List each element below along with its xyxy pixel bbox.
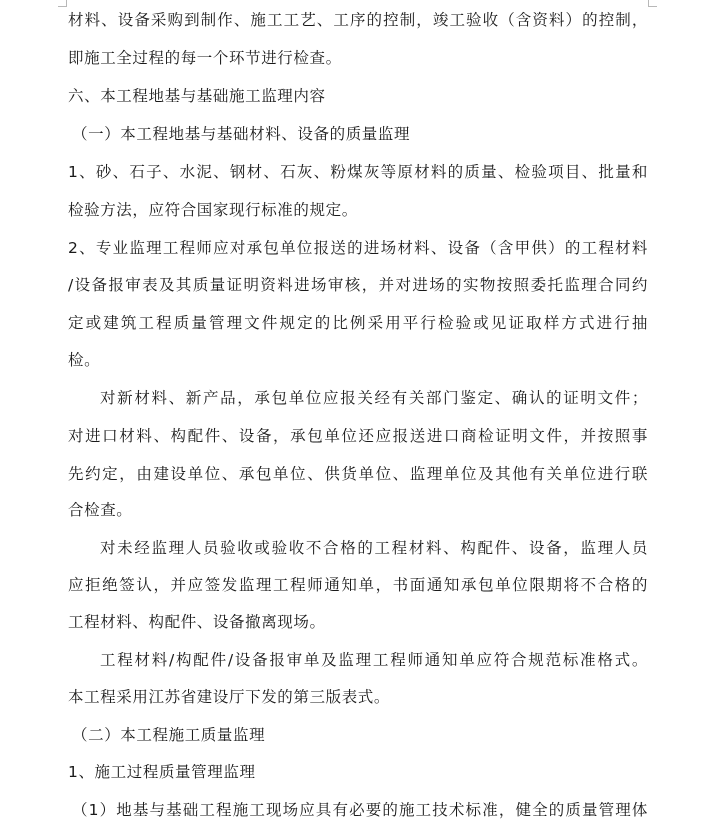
paragraph-line: 1、砂、石子、水泥、钢材、石灰、粉煤灰等原材料的质量、检验项目、批量和 — [68, 163, 648, 181]
paragraph-line: 2、专业监理工程师应对承包单位报送的进场材料、设备（含甲供）的工程材料 — [68, 239, 648, 257]
subsection-heading: （一）本工程地基与基础材料、设备的质量监理 — [72, 125, 411, 143]
paragraph-line: 合检查。 — [68, 501, 133, 519]
section-heading: 六、本工程地基与基础施工监理内容 — [68, 87, 326, 105]
paragraph-line: 本工程采用江苏省建设厅下发的第三版表式。 — [68, 688, 391, 706]
paragraph-line: 对进口材料、构配件、设备，承包单位还应报送进口商检证明文件，并按照事 — [68, 427, 648, 445]
paragraph-line: /设备报审表及其质量证明资料进场审核，并对进场的实物按照委托监理合同约 — [68, 276, 648, 294]
paragraph-line: （1）地基与基础工程施工现场应具有必要的施工技术标准，健全的质量管理体 — [72, 801, 648, 819]
margin-corner-mark — [648, 0, 657, 7]
paragraph-line: 先约定，由建设单位、承包单位、供货单位、监理单位及其他有关单位进行联 — [68, 465, 648, 483]
paragraph-line: 1、施工过程质量管理监理 — [68, 763, 256, 781]
paragraph-line: 材料、设备采购到制作、施工工艺、工序的控制，竣工验收（含资料）的控制， — [68, 11, 648, 29]
paragraph-line: 对未经监理人员验收或验收不合格的工程材料、构配件、设备，监理人员 — [100, 539, 648, 557]
paragraph-line: 工程材料、构配件、设备撤离现场。 — [68, 613, 326, 631]
paragraph-line: 检。 — [68, 351, 101, 369]
paragraph-line: 检验方法，应符合国家现行标准的规定。 — [68, 201, 358, 219]
paragraph-line: 即施工全过程的每一个环节进行检查。 — [68, 49, 342, 67]
subsection-heading: （二）本工程施工质量监理 — [72, 726, 266, 744]
margin-corner-mark — [58, 0, 67, 7]
paragraph-line: 应拒绝签认，并应签发监理工程师通知单，书面通知承包单位限期将不合格的 — [68, 576, 648, 594]
paragraph-line: 对新材料、新产品，承包单位应报关经有关部门鉴定、确认的证明文件； — [100, 389, 648, 407]
paragraph-line: 工程材料/构配件/设备报审单及监理工程师通知单应符合规范标准格式。 — [100, 651, 648, 669]
paragraph-line: 定或建筑工程质量管理文件规定的比例采用平行检验或见证取样方式进行抽 — [68, 314, 648, 332]
